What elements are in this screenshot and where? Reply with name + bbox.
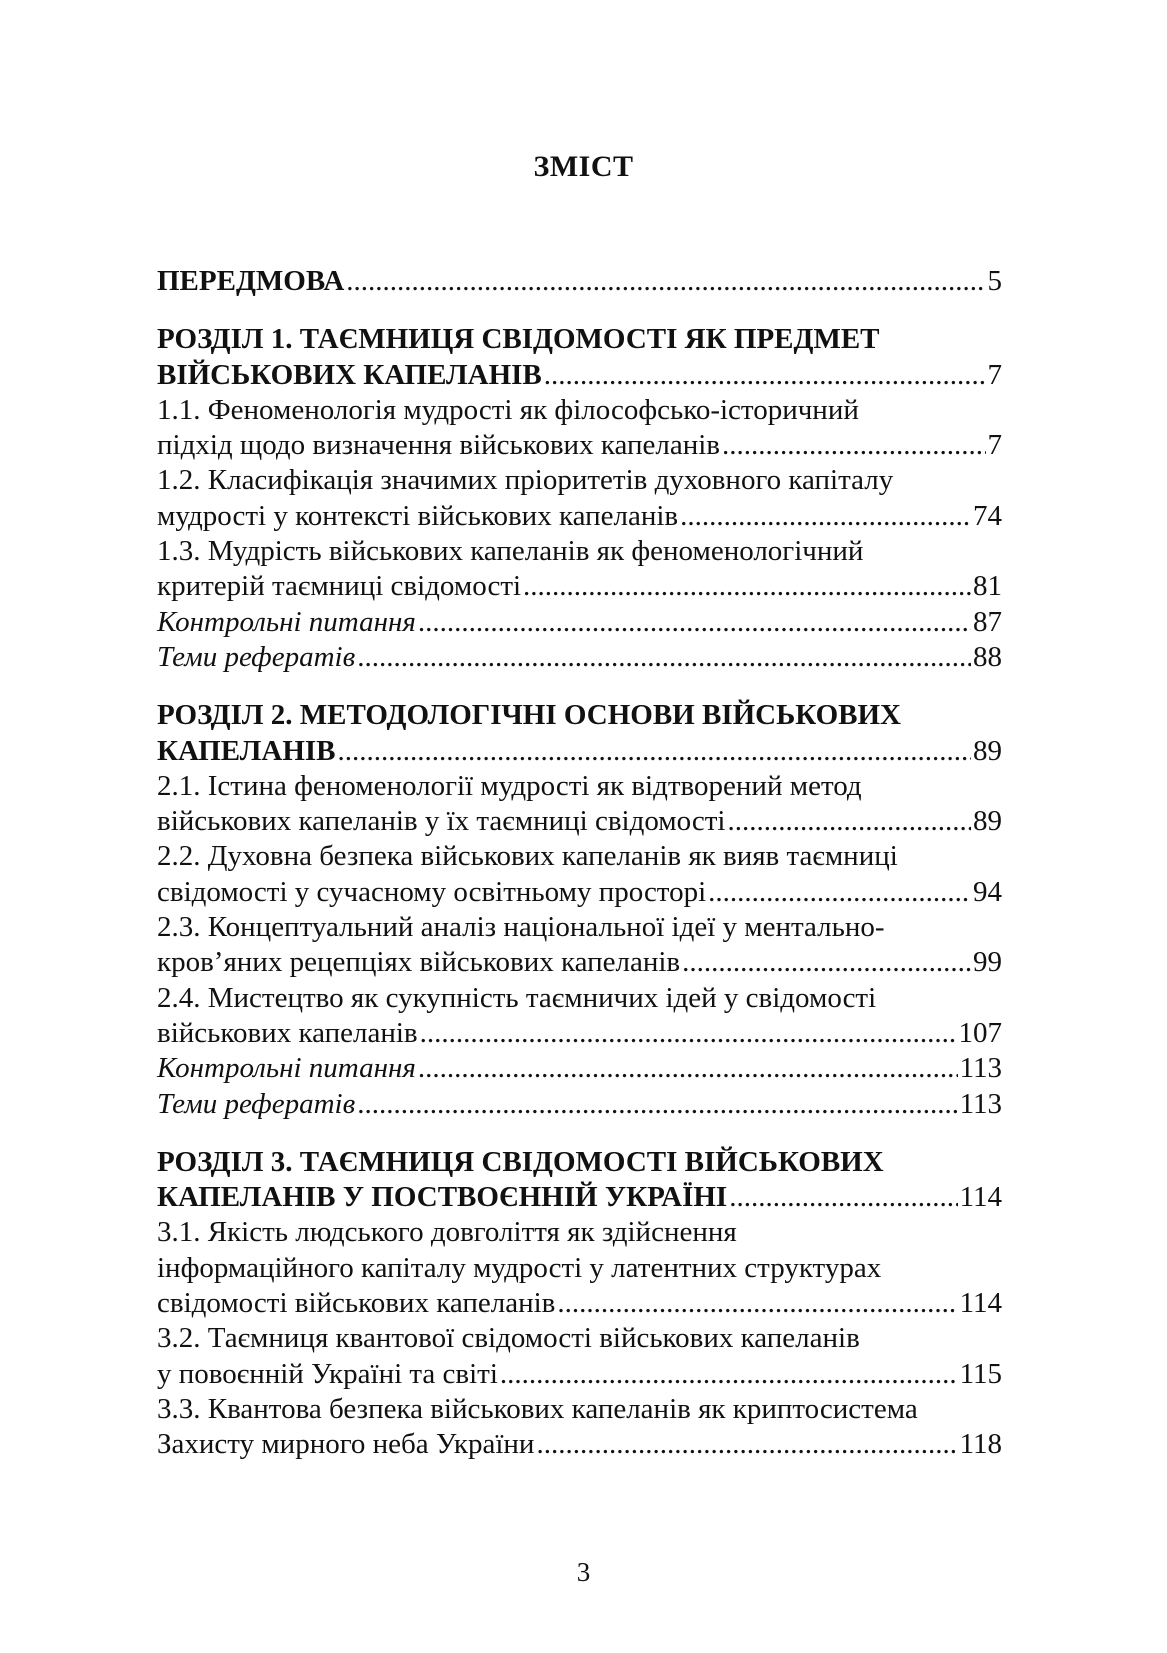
toc-page-number: 94 [973, 875, 1002, 908]
dot-leader [418, 1051, 958, 1086]
toc-entry-line: 2.2. Духовна безпека військових капеланів як вияв таємниці [157, 840, 898, 873]
toc-entry-line: свідомості військових капеланів [157, 1287, 556, 1320]
toc-page-number: 74 [973, 499, 1002, 532]
toc-entry-line: 1.1. Феноменологія мудрості як філософсько-історичний [157, 393, 859, 426]
toc-entry[interactable] [157, 463, 1002, 534]
dot-leader [680, 499, 971, 534]
dot-leader [682, 945, 971, 980]
toc-page-number: 89 [973, 734, 1002, 767]
page-number: 3 [576, 1557, 591, 1587]
toc-entry-line: 1.3. Мудрість військових капеланів як феноменологічний [157, 535, 864, 568]
toc-entry-label: Теми рефератів [157, 640, 356, 673]
section-title-line[interactable]: РОЗДІЛ 3. ТАЄМНИЦЯ СВІДОМОСТІ ВІЙСЬКОВИХ [157, 1145, 884, 1178]
section-title-entry[interactable] [157, 358, 1002, 393]
toc-entry-label: ПЕРЕДМОВА [157, 265, 345, 297]
toc-entry-line: військових капеланів у їх таємниці свідомості [157, 805, 726, 838]
toc-entry-topics[interactable] [157, 640, 1002, 675]
toc-entry-line: 2.1. Істина феноменології мудрості як відтворений метод [157, 769, 862, 802]
toc-entry-line: Захисту мирного неба України [157, 1428, 535, 1461]
toc-page-number: 7 [987, 429, 1002, 462]
toc-entry-label: Теми рефератів [157, 1087, 356, 1120]
toc-entry-line: 2.3. Концептуальний аналіз національної ідеї у ментально- [157, 911, 885, 944]
dot-leader [338, 734, 971, 769]
toc-entry[interactable] [157, 1215, 1002, 1321]
toc-entry[interactable] [157, 769, 1002, 840]
toc-page-number: 114 [959, 1181, 1002, 1214]
dot-leader [722, 428, 986, 463]
section-title-line[interactable]: РОЗДІЛ 1. ТАЄМНИЦЯ СВІДОМОСТІ ЯК ПРЕДМЕТ [157, 323, 880, 356]
toc-page-number: 115 [959, 1357, 1002, 1390]
toc-entry-line: кров’яних рецепціях військових капеланів [157, 946, 681, 979]
toc-page-number: 89 [973, 805, 1002, 838]
toc-entry[interactable] [157, 1392, 1002, 1463]
toc-entry-line: критерій таємниці свідомості [157, 570, 522, 603]
toc-page-number: 113 [959, 1052, 1002, 1085]
toc-entry-line: свідомості у сучасному освітньому просторі [157, 875, 707, 908]
toc-page-number: 5 [987, 265, 1002, 297]
toc-entry-line: підхід щодо визначення військових капеланів [157, 429, 720, 462]
toc-entry-questions[interactable] [157, 605, 1002, 640]
table-of-contents [157, 264, 1002, 1463]
toc-entry[interactable] [157, 910, 1002, 981]
toc-entry[interactable] [157, 981, 1002, 1052]
toc-entry-line: 1.2. Класифікація значимих пріоритетів духовного капіталу [157, 464, 894, 497]
dot-leader [708, 875, 971, 910]
dot-leader [536, 1427, 957, 1462]
dot-leader [557, 1286, 957, 1321]
toc-page-number: 99 [973, 946, 1002, 979]
toc-entry-line: 3.1. Якість людського довголіття як здійснення [157, 1216, 737, 1249]
toc-page-number: 114 [959, 1287, 1002, 1320]
toc-entry-preface[interactable] [157, 264, 1002, 299]
toc-entry-line: військових капеланів [157, 1016, 418, 1049]
section-title-line[interactable]: РОЗДІЛ 2. МЕТОДОЛОГІЧНІ ОСНОВИ ВІЙСЬКОВИХ [157, 699, 901, 732]
dot-leader [729, 1180, 957, 1215]
toc-entry-topics[interactable] [157, 1087, 1002, 1122]
dot-leader [346, 264, 985, 299]
dot-leader [357, 1087, 957, 1122]
section-title-entry[interactable] [157, 1180, 1002, 1215]
toc-entry-line: у повоєнній Україні та світі [157, 1357, 498, 1390]
section-title-line: ВІЙСЬКОВИХ КАПЕЛАНІВ [157, 358, 542, 391]
toc-page-number: 81 [973, 570, 1002, 603]
toc-entry-line: інформаційного капіталу мудрості у латентних структурах [157, 1251, 882, 1284]
toc-entry[interactable] [157, 839, 1002, 910]
toc-page-number: 113 [959, 1087, 1002, 1120]
dot-leader [727, 804, 971, 839]
dot-leader [544, 358, 986, 393]
toc-entry[interactable] [157, 534, 1002, 605]
dot-leader [418, 605, 971, 640]
toc-entry-line: 2.4. Мистецтво як сукупність таємничих ідей у свідомості [157, 981, 877, 1014]
toc-entry[interactable] [157, 1321, 1002, 1392]
dot-leader [357, 640, 971, 675]
toc-entry-label: Контрольні питання [157, 1052, 416, 1085]
dot-leader [420, 1016, 957, 1051]
toc-entry[interactable] [157, 393, 1002, 464]
toc-section-3 [157, 1145, 1002, 1463]
toc-section-2 [157, 698, 1002, 1122]
page-title: ЗМІСТ [533, 150, 634, 183]
toc-section-1 [157, 322, 1002, 675]
toc-entry-questions[interactable] [157, 1051, 1002, 1086]
toc-page-number: 107 [958, 1016, 1002, 1049]
toc-entry-label: Контрольні питання [157, 605, 416, 638]
dot-leader [523, 569, 971, 604]
toc-entry-line: 3.3. Квантова безпека військових капеланів як криптосистема [157, 1392, 918, 1425]
toc-page-number: 7 [987, 358, 1002, 391]
section-title-line: КАПЕЛАНІВ [157, 734, 336, 767]
toc-entry-line: мудрості у контексті військових капеланів [157, 499, 679, 532]
toc-page-number: 88 [973, 640, 1002, 673]
dot-leader [500, 1357, 958, 1392]
toc-entry-line: 3.2. Таємниця квантової свідомості військових капеланів [157, 1322, 860, 1355]
section-title-entry[interactable] [157, 734, 1002, 769]
toc-page-number: 118 [959, 1428, 1002, 1461]
toc-page-number: 87 [973, 605, 1002, 638]
section-title-line: КАПЕЛАНІВ У ПОСТВОЄННІЙ УКРАЇНІ [157, 1181, 728, 1214]
